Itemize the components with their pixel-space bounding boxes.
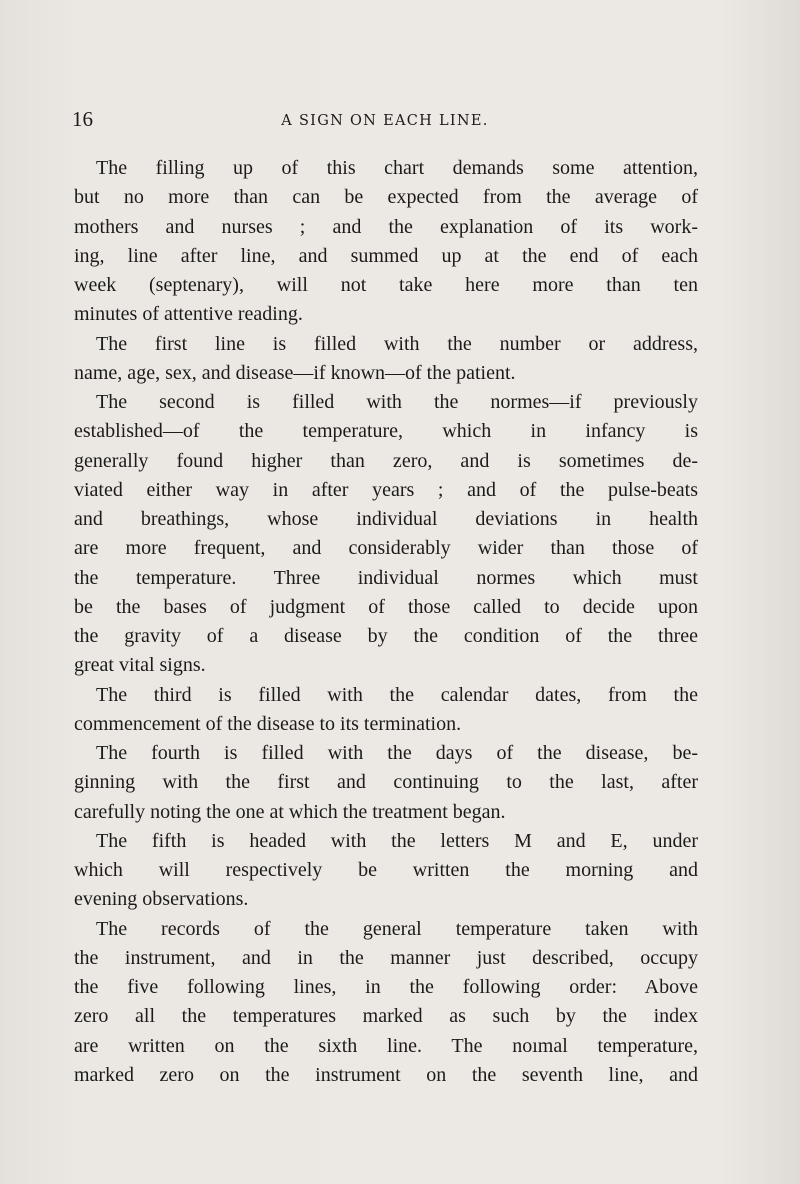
- body-text: [74, 154, 698, 1090]
- text-line: generally found higher than zero, and is sometimes de-: [74, 449, 698, 472]
- page-header: [72, 104, 698, 134]
- text-line: be the bases of judgment of those called to decide upon: [74, 595, 698, 618]
- text-line: ginning with the first and continuing to the last, after: [74, 771, 698, 794]
- text-line: which will respectively be written the morning and: [74, 859, 698, 881]
- text-line: are written on the sixth line. The noımal temperature,: [74, 1034, 698, 1057]
- text-line: the temperature. Three individual normes which must: [74, 566, 698, 589]
- text-line: mothers and nurses ; and the explanation of its work-: [74, 215, 698, 238]
- text-line: The filling up of this chart demands some attention,: [96, 157, 698, 179]
- text-line: commencement of the disease to its termination.: [74, 712, 462, 735]
- text-line: the gravity of a disease by the condition of the three: [74, 625, 698, 647]
- text-line: name, age, sex, and disease—if known—of the patient.: [74, 361, 516, 384]
- text-line: week (septenary), will not take here more than ten: [74, 274, 698, 296]
- text-line: established—of the temperature, which in infancy is: [74, 420, 698, 443]
- text-line: carefully noting the one at which the treatment began.: [74, 800, 506, 823]
- text-line: but no more than can be expected from the average of: [74, 186, 698, 209]
- text-line: ing, line after line, and summed up at the end of each: [74, 244, 698, 267]
- text-line: viated either way in after years ; and of the pulse-beats: [74, 478, 698, 501]
- text-line: evening observations.: [74, 888, 249, 911]
- text-line: great vital signs.: [74, 654, 206, 677]
- text-line: marked zero on the instrument on the seventh line, and: [74, 1063, 698, 1086]
- text-line: The fifth is headed with the letters M and E, under: [96, 829, 698, 852]
- text-line: The second is filled with the normes—if previously: [96, 391, 698, 413]
- text-line: the five following lines, in the following order: Above: [74, 976, 698, 998]
- text-line: The third is filled with the calendar dates, from the: [96, 683, 698, 706]
- text-line: minutes of attentive reading.: [74, 303, 303, 326]
- running-head: A SIGN ON EACH LINE.: [281, 113, 489, 129]
- text-line: and breathings, whose individual deviations in health: [74, 508, 698, 530]
- text-line: the instrument, and in the manner just described, occupy: [74, 946, 698, 969]
- text-line: zero all the temperatures marked as such by the index: [74, 1005, 698, 1028]
- text-line: The fourth is filled with the days of the disease, be-: [96, 742, 698, 764]
- page-number: 16: [72, 107, 93, 131]
- text-line: The records of the general temperature taken with: [96, 917, 698, 940]
- text-line: The first line is filled with the number or address,: [96, 332, 698, 355]
- text-line: are more frequent, and considerably wider than those of: [74, 537, 698, 560]
